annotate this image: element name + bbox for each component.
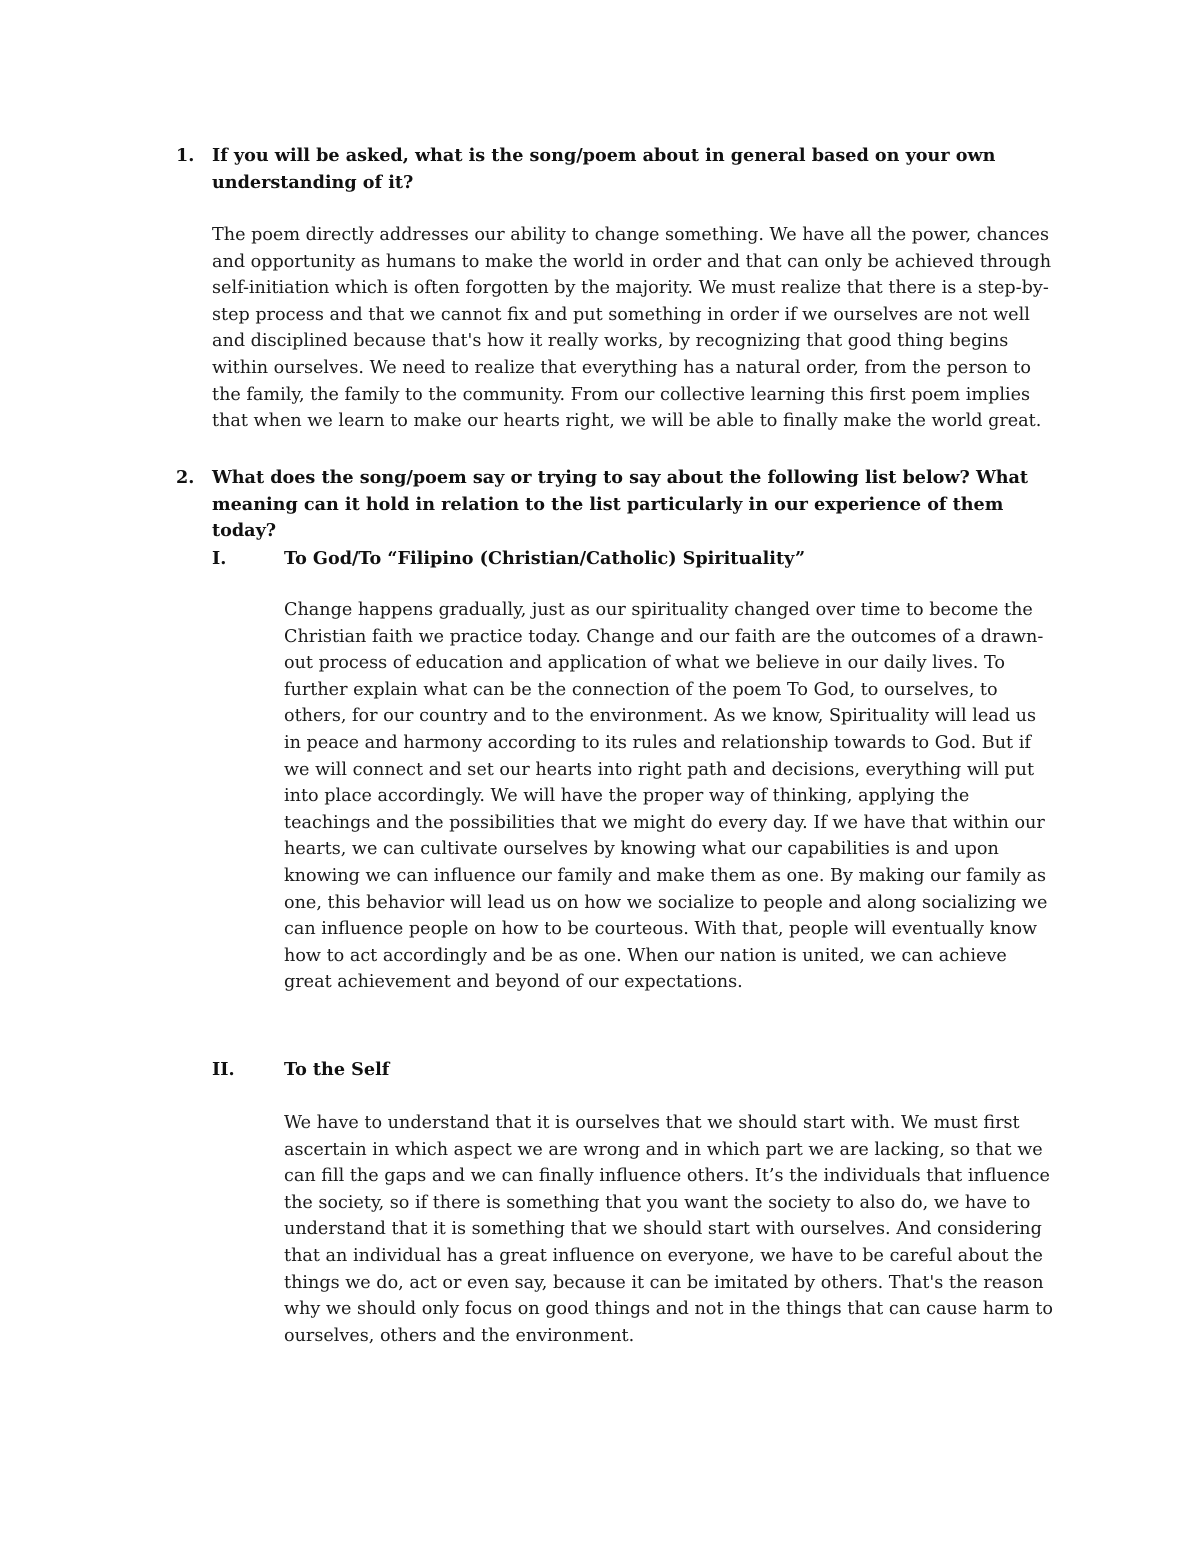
question-1 [176,143,1066,196]
section-2-heading [212,1057,389,1084]
question-1-number: 1. [176,145,195,166]
question-2-number: 2. [176,467,195,488]
section-2-title: To the Self [284,1059,390,1080]
section-1-title: To God/To “Filipino (Christian/Catholic) Spirituality” [284,548,806,569]
section-2-numeral: II. [212,1059,235,1080]
section-2-paragraph: We have to understand that it is ourselves that we should start with. We must first ascertain in which aspect we are wrong and in which part we are lacking, so that we can fill the gaps and we can finally influence others. It’s the individuals that influence the society, so if there is something that you want the society to also do, we have to understand that it is something that we should start with ourselves. And considering that an individual has a great influence on everyone, we have to be careful about the things we do, act or even say, because it can be imitated by others. That's the reason why we should only focus on good things and not in the things that can cause harm to ourselves, others and the environment. [284,1113,1053,1346]
answer-1-paragraph: The poem directly addresses our ability to change something. We have all the power, chances and opportunity as humans to make the world in order and that can only be achieved through self-initiation which is often forgotten by the majority. We must realize that there is a step-by-step process and that we cannot fix and put something in order if we ourselves are not well and disciplined because that's how it really works, by recognizing that good thing begins within ourselves. We need to realize that everything has a natural order, from the person to the family, the family to the community. From our collective learning this first poem implies that when we learn to make our hearts right, we will be able to finally make the world great. [212,225,1052,432]
question-2 [176,465,1066,545]
section-1-heading [212,546,805,573]
section-1-numeral: I. [212,548,227,569]
question-2-text: What does the song/poem say or trying to say about the following list below? What meaning can it hold in relation to the list particularly in our experience of them today? [212,467,1029,542]
question-1-text: If you will be asked, what is the song/poem about in general based on your own understanding of it? [212,145,996,193]
section-1-paragraph: Change happens gradually, just as our spirituality changed over time to become the Christian faith we practice today. Change and our faith are the outcomes of a drawn-out process of education and application of what we believe in our daily lives. To further explain what can be the connection of the poem To God, to ourselves, to others, for our country and to the environment. As we know, Spirituality will lead us in peace and harmony according to its rules and relationship towards to God. But if we will connect and set our hearts into right path and decisions, everything will put into place accordingly. We will have the proper way of thinking, applying the teachings and the possibilities that we might do every day. If we have that within our hearts, we can cultivate ourselves by knowing what our capabilities is and upon knowing we can influence our family and make them as one. By making our family as one, this behavior will lead us on how we socialize to people and along socializing we can influence people on how to be courteous. With that, people will eventually know how to act accordingly and be as one. When our nation is united, we can achieve great achievement and beyond of our expectations. [284,600,1048,993]
